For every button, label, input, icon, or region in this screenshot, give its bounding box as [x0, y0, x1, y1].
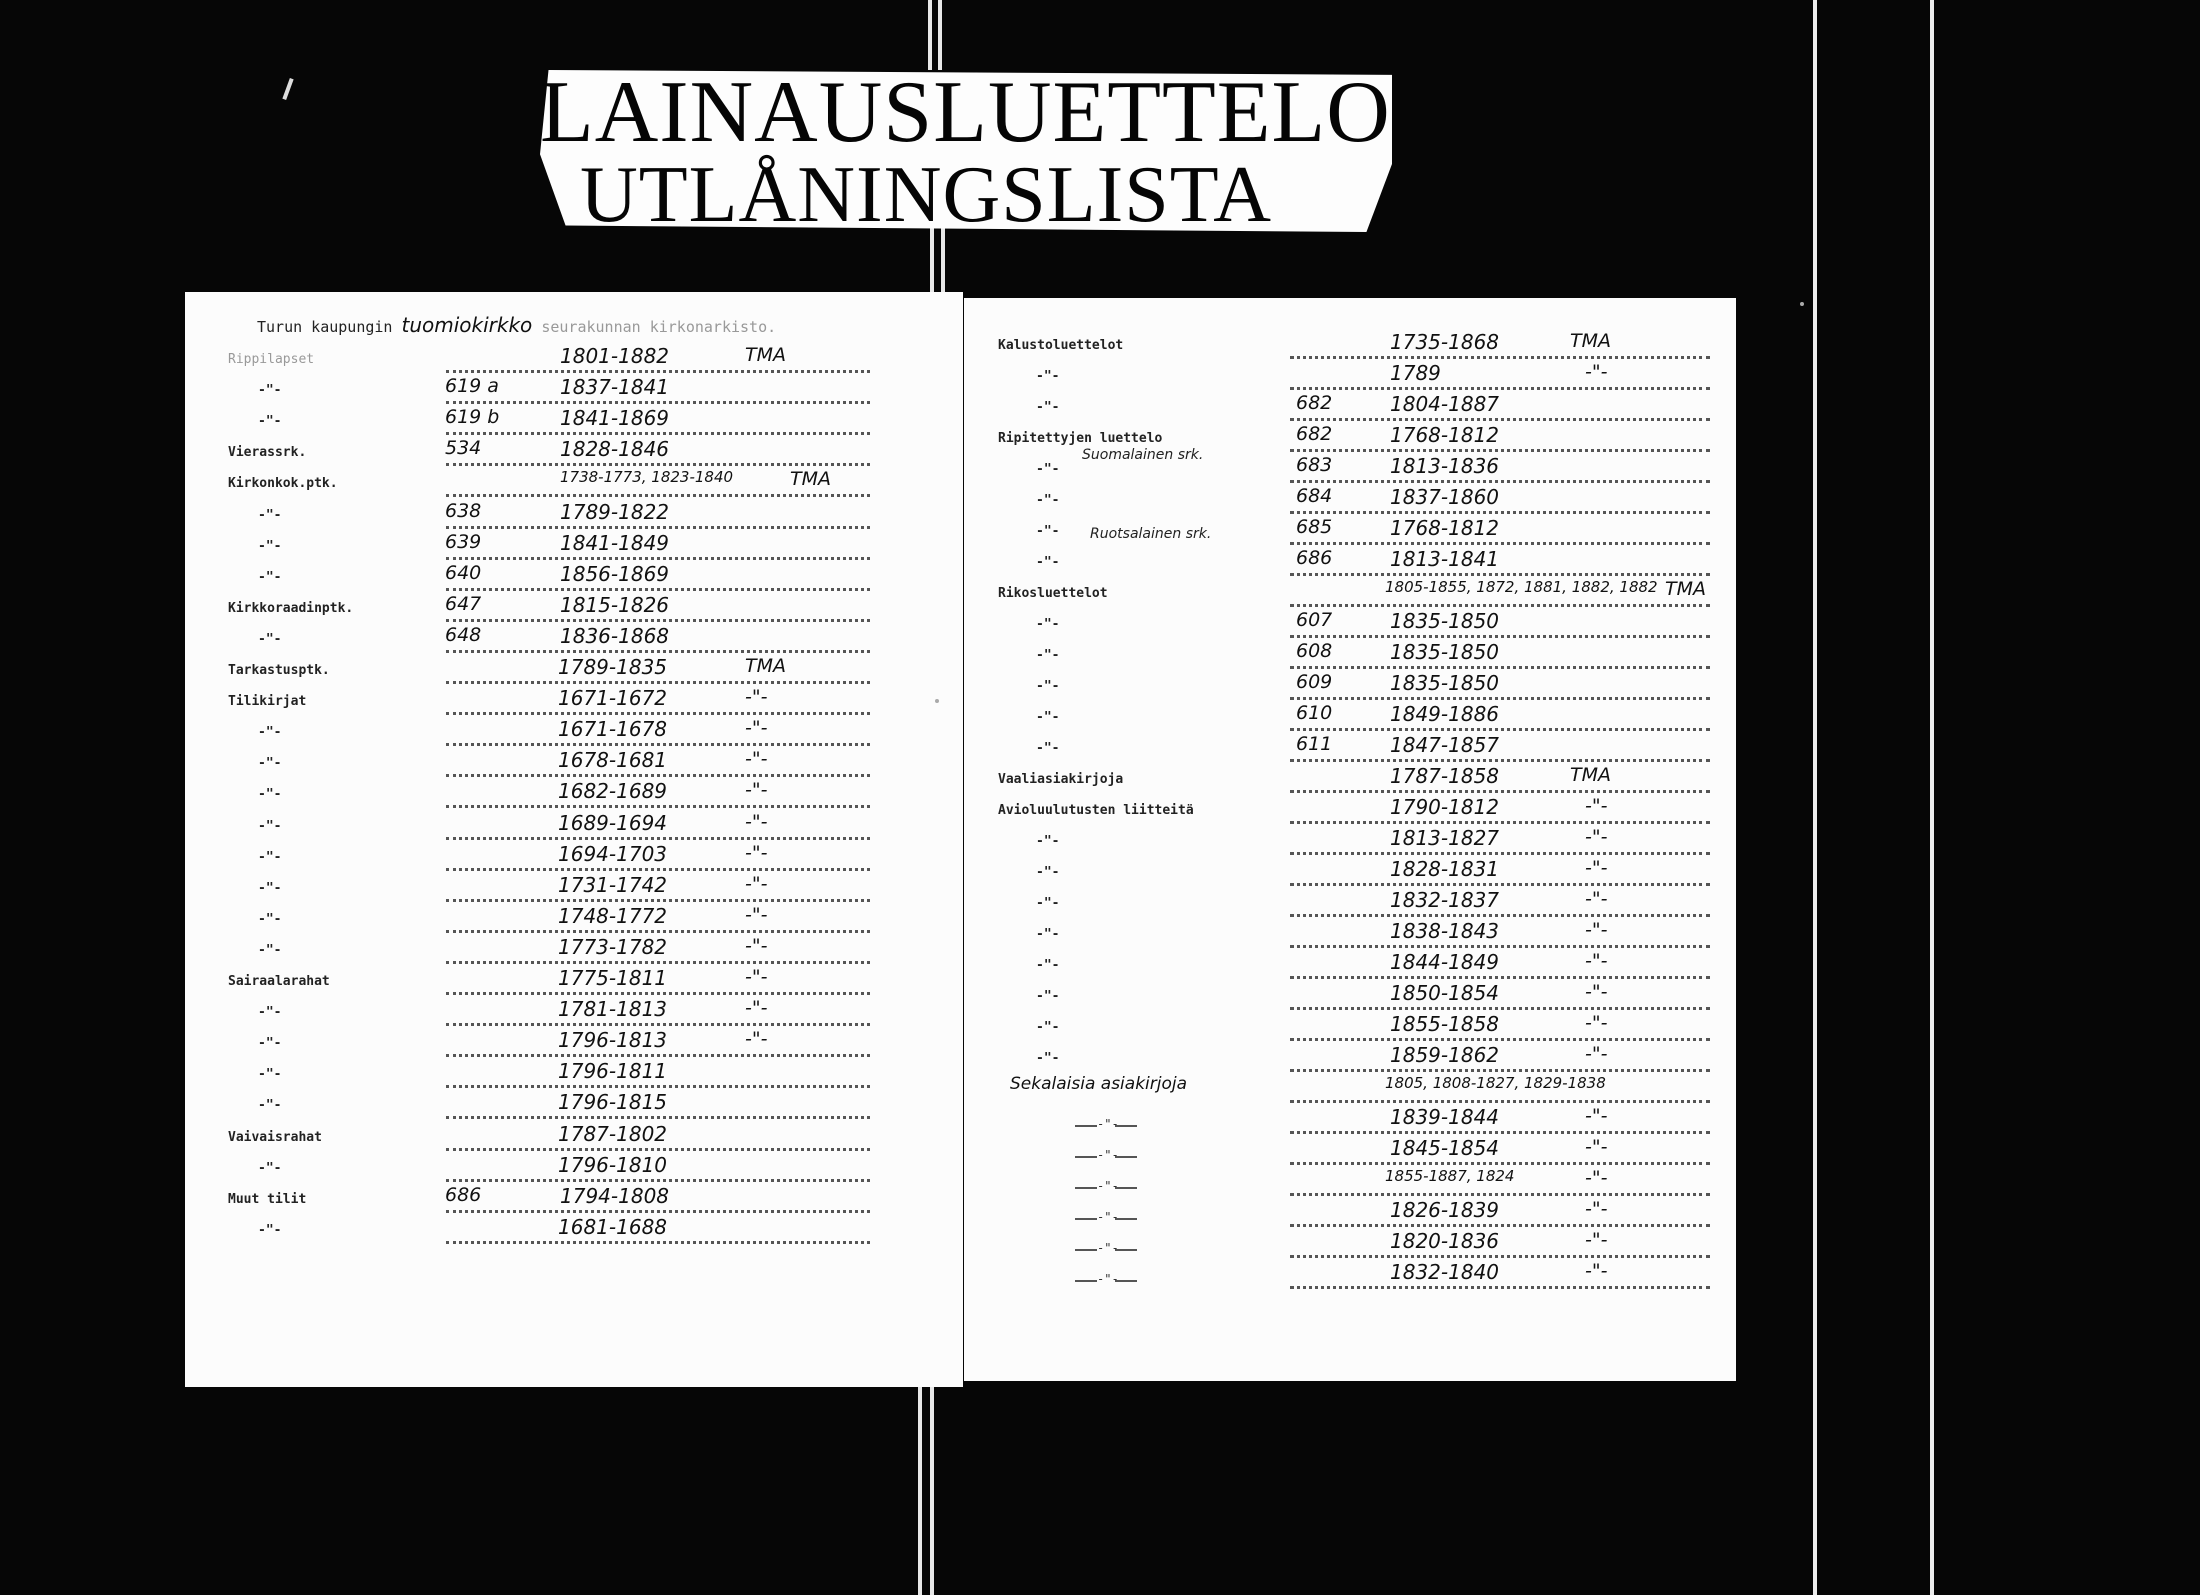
dash-mark	[1075, 1218, 1097, 1220]
row-label: -"-	[258, 1160, 282, 1176]
dotted-leader	[1290, 1038, 1710, 1041]
row-label: -"-	[258, 1005, 282, 1021]
dash-mark	[1075, 1156, 1097, 1158]
archive-number: 682	[1296, 423, 1333, 445]
year-range: 1678-1681	[558, 748, 668, 773]
ditto-note: -"-	[745, 810, 768, 833]
ditto-note: -"-	[1585, 919, 1608, 941]
year-range: 1731-1742	[558, 872, 668, 897]
header-parish: tuomiokirkko	[401, 313, 533, 337]
dotted-leader	[446, 743, 870, 746]
dotted-leader	[446, 805, 870, 808]
row-label: -"-	[258, 756, 282, 772]
dotted-leader	[446, 1023, 870, 1026]
dotted-leader	[1290, 418, 1710, 421]
year-range: 1845-1854	[1390, 1136, 1500, 1160]
tma-note: TMA	[1665, 578, 1706, 600]
ditto-note: -"-	[1585, 1136, 1608, 1158]
ditto-mark: -"-	[1097, 1210, 1119, 1224]
year-range: 1775-1811	[558, 966, 668, 990]
row-label: -"-	[1036, 493, 1060, 508]
ditto-mark: -"-	[1097, 1117, 1119, 1131]
row-label: -"-	[258, 849, 282, 865]
archive-number: 534	[445, 437, 482, 460]
page-header	[257, 313, 776, 337]
year-range: 1768-1812	[1390, 423, 1500, 447]
row-label: Kirkkoraadinptk.	[228, 600, 354, 616]
dash-mark	[1075, 1125, 1097, 1127]
dotted-leader	[1290, 1224, 1710, 1227]
year-range: 1856-1869	[560, 561, 670, 586]
archive-number: 640	[445, 561, 482, 584]
row-label: -"-	[1036, 1020, 1060, 1035]
dotted-leader	[446, 899, 870, 902]
film-speck	[1800, 302, 1804, 306]
dotted-leader	[446, 712, 870, 715]
archive-number: 638	[445, 499, 482, 522]
archive-number: 607	[1296, 609, 1333, 631]
year-range: 1738-1773, 1823-1840	[560, 468, 734, 487]
row-label: -"-	[258, 818, 282, 834]
row-label: -"-	[1036, 617, 1060, 632]
row-label: -"-	[1036, 927, 1060, 942]
dotted-leader	[1290, 573, 1710, 576]
dotted-leader	[1290, 1286, 1710, 1289]
ditto-note: -"-	[1585, 1229, 1608, 1251]
row-label: Tilikirjat	[228, 694, 307, 710]
dotted-leader	[446, 1054, 870, 1057]
row-label: Rippilapset	[228, 352, 315, 367]
row-label: -"-	[1036, 524, 1060, 539]
binding-line	[930, 1385, 934, 1595]
year-range: 1796-1815	[558, 1090, 668, 1115]
row-label: -"-	[258, 880, 282, 896]
row-label: -"-	[258, 414, 282, 430]
ditto-note: -"-	[1585, 950, 1608, 972]
year-range: 1837-1841	[560, 375, 670, 400]
dotted-leader	[446, 837, 870, 840]
year-range: 1805, 1808-1827, 1829-1838	[1385, 1074, 1606, 1092]
dotted-leader	[1290, 1255, 1710, 1258]
year-range: 1815-1826	[560, 592, 670, 617]
archive-number: 611	[1296, 733, 1333, 755]
year-range: 1835-1850	[1390, 609, 1500, 633]
dotted-leader	[1290, 1069, 1710, 1072]
row-label: -"-	[1036, 865, 1060, 880]
row-label: -"-	[258, 787, 282, 803]
archive-number: 683	[1296, 454, 1333, 476]
film-edge-line	[1813, 0, 1817, 1595]
row-label: -"-	[1036, 462, 1060, 477]
ditto-note: -"-	[1585, 888, 1608, 910]
dotted-leader	[446, 1148, 870, 1151]
row-label: Kalustoluettelot	[998, 338, 1124, 353]
row-label: -"-	[258, 383, 282, 399]
year-range: 1847-1857	[1390, 733, 1500, 757]
dotted-leader	[446, 1179, 870, 1182]
row-label: -"-	[1036, 958, 1060, 973]
row-label: -"-	[1036, 679, 1060, 694]
row-label: -"-	[258, 631, 282, 647]
film-speck	[935, 699, 939, 703]
dotted-leader	[446, 1085, 870, 1088]
year-range: 1849-1886	[1390, 702, 1500, 726]
dotted-leader	[1290, 449, 1710, 452]
row-label: Muut tilit	[228, 1191, 307, 1207]
year-range: 1826-1839	[1390, 1198, 1500, 1222]
year-range: 1850-1854	[1390, 981, 1500, 1005]
row-label: -"-	[258, 725, 282, 741]
dotted-leader	[446, 557, 870, 560]
ditto-note: -"-	[1585, 361, 1608, 383]
congregation-note: Suomalainen srk.	[1082, 447, 1204, 463]
row-label: -"-	[258, 942, 282, 958]
year-range: 1828-1846	[560, 437, 670, 462]
year-range: 1855-1858	[1390, 1012, 1500, 1036]
ditto-note: -"-	[745, 748, 768, 771]
archive-number: 609	[1296, 671, 1333, 693]
year-range: 1768-1812	[1390, 516, 1500, 540]
dotted-leader	[1290, 356, 1710, 359]
year-range: 1748-1772	[558, 903, 668, 928]
year-range: 1682-1689	[558, 779, 668, 804]
row-label: Ripitettyjen luettelo	[998, 431, 1163, 446]
row-label-handwritten: Sekalaisia asiakirjoja	[1010, 1074, 1188, 1094]
dotted-leader	[1290, 697, 1710, 700]
tma-note: TMA	[745, 344, 786, 366]
row-label: -"-	[258, 507, 282, 523]
row-label: -"-	[1036, 400, 1060, 415]
ditto-note: -"-	[745, 903, 768, 926]
year-range: 1813-1841	[1390, 547, 1500, 571]
year-range: 1796-1810	[558, 1152, 668, 1177]
header-suffix: seurakunnan kirkonarkisto.	[541, 318, 777, 336]
binding-line	[928, 0, 932, 70]
ditto-note: -"-	[1585, 826, 1608, 848]
year-range: 1832-1840	[1390, 1260, 1500, 1284]
year-range: 1671-1672	[558, 686, 668, 711]
dotted-leader	[1290, 635, 1710, 638]
ditto-note: -"-	[745, 997, 768, 1020]
dotted-leader	[446, 1116, 870, 1119]
year-range: 1828-1831	[1390, 857, 1500, 881]
row-label: Sairaalarahat	[228, 974, 330, 989]
archive-number: 684	[1296, 485, 1333, 507]
ditto-note: -"-	[1585, 1043, 1608, 1065]
dotted-leader	[446, 526, 870, 529]
year-range: 1781-1813	[558, 997, 668, 1022]
row-label: -"-	[258, 1098, 282, 1114]
dotted-leader	[446, 1210, 870, 1213]
year-range: 1839-1844	[1390, 1105, 1500, 1129]
year-range: 1841-1869	[560, 406, 670, 431]
dotted-leader	[446, 774, 870, 777]
ditto-note: -"-	[1585, 1260, 1608, 1282]
dotted-leader	[446, 432, 870, 435]
ditto-note: -"-	[745, 934, 768, 957]
ditto-note: -"-	[745, 686, 768, 709]
header-prefix: Turun kaupungin	[257, 318, 393, 336]
binding-line	[938, 0, 942, 70]
ditto-note: -"-	[745, 872, 768, 895]
row-label: Kirkonkok.ptk.	[228, 476, 338, 492]
dotted-leader	[446, 494, 870, 497]
dotted-leader	[1290, 883, 1710, 886]
row-label: Tarkastusptk.	[228, 663, 330, 678]
row-label: -"-	[1036, 555, 1060, 570]
row-label: -"-	[258, 1222, 282, 1238]
dotted-leader	[1290, 728, 1710, 731]
archive-number: 608	[1296, 640, 1333, 662]
archive-number: 610	[1296, 702, 1333, 724]
year-range: 1844-1849	[1390, 950, 1500, 974]
dotted-leader	[446, 619, 870, 622]
year-range: 1789-1822	[560, 499, 670, 524]
year-range: 1790-1812	[1390, 795, 1500, 819]
ditto-mark: -"-	[1097, 1272, 1119, 1286]
dotted-leader	[1290, 1007, 1710, 1010]
row-label: -"-	[1036, 369, 1060, 384]
row-label: -"-	[1036, 648, 1060, 663]
ditto-note: -"-	[745, 1028, 768, 1051]
year-range: 1801-1882	[560, 344, 670, 368]
dotted-leader	[1290, 1100, 1710, 1103]
dotted-leader	[1290, 821, 1710, 824]
dotted-leader	[1290, 511, 1710, 514]
dotted-leader	[446, 463, 870, 466]
dotted-leader	[1290, 542, 1710, 545]
binding-line	[918, 1385, 922, 1595]
year-range: 1855-1887, 1824	[1385, 1167, 1515, 1185]
congregation-note: Ruotsalainen srk.	[1090, 526, 1212, 542]
ditto-note: -"-	[1585, 1198, 1608, 1220]
tma-note: TMA	[790, 468, 831, 491]
dotted-leader	[446, 370, 870, 373]
year-range: 1694-1703	[558, 841, 668, 866]
archive-number: 686	[1296, 547, 1333, 569]
row-label: Vaaliasiakirjoja	[998, 772, 1124, 787]
row-label: -"-	[1036, 710, 1060, 725]
dotted-leader	[446, 401, 870, 404]
dash-mark	[1075, 1249, 1097, 1251]
archive-number: 686	[445, 1183, 482, 1206]
ditto-note: -"-	[1585, 1105, 1608, 1127]
year-range: 1805-1855, 1872, 1881, 1882, 1882	[1385, 578, 1658, 596]
year-range: 1689-1694	[558, 810, 668, 835]
year-range: 1796-1811	[558, 1059, 668, 1084]
ditto-note: -"-	[745, 717, 768, 740]
row-label: -"-	[258, 1067, 282, 1083]
year-range: 1859-1862	[1390, 1043, 1500, 1067]
dotted-leader	[1290, 914, 1710, 917]
dotted-leader	[1290, 759, 1710, 762]
row-label: -"-	[1036, 741, 1060, 756]
ditto-mark: -"-	[1097, 1148, 1119, 1162]
year-range: 1789	[1390, 361, 1441, 385]
dotted-leader	[1290, 480, 1710, 483]
year-range: 1820-1836	[1390, 1229, 1500, 1253]
ditto-mark: -"-	[1097, 1241, 1119, 1255]
dotted-leader	[446, 961, 870, 964]
year-range: 1813-1836	[1390, 454, 1500, 478]
archive-number: 647	[445, 592, 482, 615]
ditto-note: -"-	[745, 779, 768, 802]
tma-note: TMA	[1570, 330, 1611, 352]
dotted-leader	[446, 1241, 870, 1244]
dotted-leader	[446, 868, 870, 871]
dotted-leader	[1290, 852, 1710, 855]
ditto-note: -"-	[1585, 1167, 1608, 1189]
dotted-leader	[1290, 790, 1710, 793]
dotted-leader	[1290, 1131, 1710, 1134]
year-range: 1832-1837	[1390, 888, 1500, 912]
archive-number: 619 b	[445, 406, 500, 429]
ditto-note: -"-	[1585, 857, 1608, 879]
row-label: Avioluulutusten liitteitä	[998, 803, 1194, 818]
year-range: 1836-1868	[560, 623, 670, 648]
dotted-leader	[1290, 976, 1710, 979]
year-range: 1804-1887	[1390, 392, 1500, 416]
ditto-note: -"-	[1585, 981, 1608, 1003]
archive-number: 639	[445, 530, 482, 553]
row-label: -"-	[258, 569, 282, 585]
year-range: 1735-1868	[1390, 330, 1500, 354]
year-range: 1838-1843	[1390, 919, 1500, 943]
dash-mark	[1075, 1280, 1097, 1282]
year-range: 1794-1808	[560, 1183, 670, 1208]
year-range: 1787-1802	[558, 1121, 668, 1146]
row-label: Vaivaisrahat	[228, 1129, 322, 1145]
dotted-leader	[446, 650, 870, 653]
dotted-leader	[446, 930, 870, 933]
film-edge-line	[1930, 0, 1934, 1595]
ditto-note: -"-	[1585, 795, 1608, 817]
row-label: -"-	[258, 538, 282, 554]
archive-number: 685	[1296, 516, 1333, 538]
row-label: -"-	[1036, 896, 1060, 911]
ditto-note: -"-	[745, 966, 768, 988]
dash-mark	[1075, 1187, 1097, 1189]
row-label: -"-	[258, 911, 282, 927]
year-range: 1671-1678	[558, 717, 668, 742]
ditto-mark: -"-	[1097, 1179, 1119, 1193]
dotted-leader	[446, 992, 870, 995]
title-finnish: LAINAUSLUETTELO	[540, 64, 1391, 161]
row-label: -"-	[1036, 1051, 1060, 1066]
dotted-leader	[1290, 666, 1710, 669]
dotted-leader	[446, 588, 870, 591]
row-label: Vierassrk.	[228, 445, 307, 461]
dotted-leader	[446, 681, 870, 684]
tma-note: TMA	[1570, 764, 1611, 786]
row-label: Rikosluettelot	[998, 586, 1108, 601]
dotted-leader	[1290, 945, 1710, 948]
tma-note: TMA	[745, 655, 786, 677]
archive-number: 648	[445, 623, 482, 646]
year-range: 1796-1813	[558, 1028, 668, 1053]
year-range: 1837-1860	[1390, 485, 1500, 509]
title-swedish: UTLÅNINGSLISTA	[580, 151, 1272, 239]
year-range: 1813-1827	[1390, 826, 1500, 850]
dotted-leader	[1290, 1162, 1710, 1165]
row-label: -"-	[1036, 989, 1060, 1004]
dotted-leader	[1290, 1193, 1710, 1196]
ditto-note: -"-	[745, 841, 768, 864]
dotted-leader	[1290, 604, 1710, 607]
ditto-note: -"-	[1585, 1012, 1608, 1034]
year-range: 1773-1782	[558, 934, 668, 959]
year-range: 1841-1849	[560, 530, 670, 555]
year-range: 1787-1858	[1390, 764, 1500, 788]
year-range: 1835-1850	[1390, 640, 1500, 664]
row-label: -"-	[258, 1036, 282, 1052]
year-range: 1789-1835	[558, 655, 668, 679]
dotted-leader	[1290, 387, 1710, 390]
row-label: -"-	[1036, 834, 1060, 849]
archive-number: 682	[1296, 392, 1333, 414]
year-range: 1681-1688	[558, 1214, 668, 1239]
archive-number: 619 a	[445, 375, 499, 398]
year-range: 1835-1850	[1390, 671, 1500, 695]
